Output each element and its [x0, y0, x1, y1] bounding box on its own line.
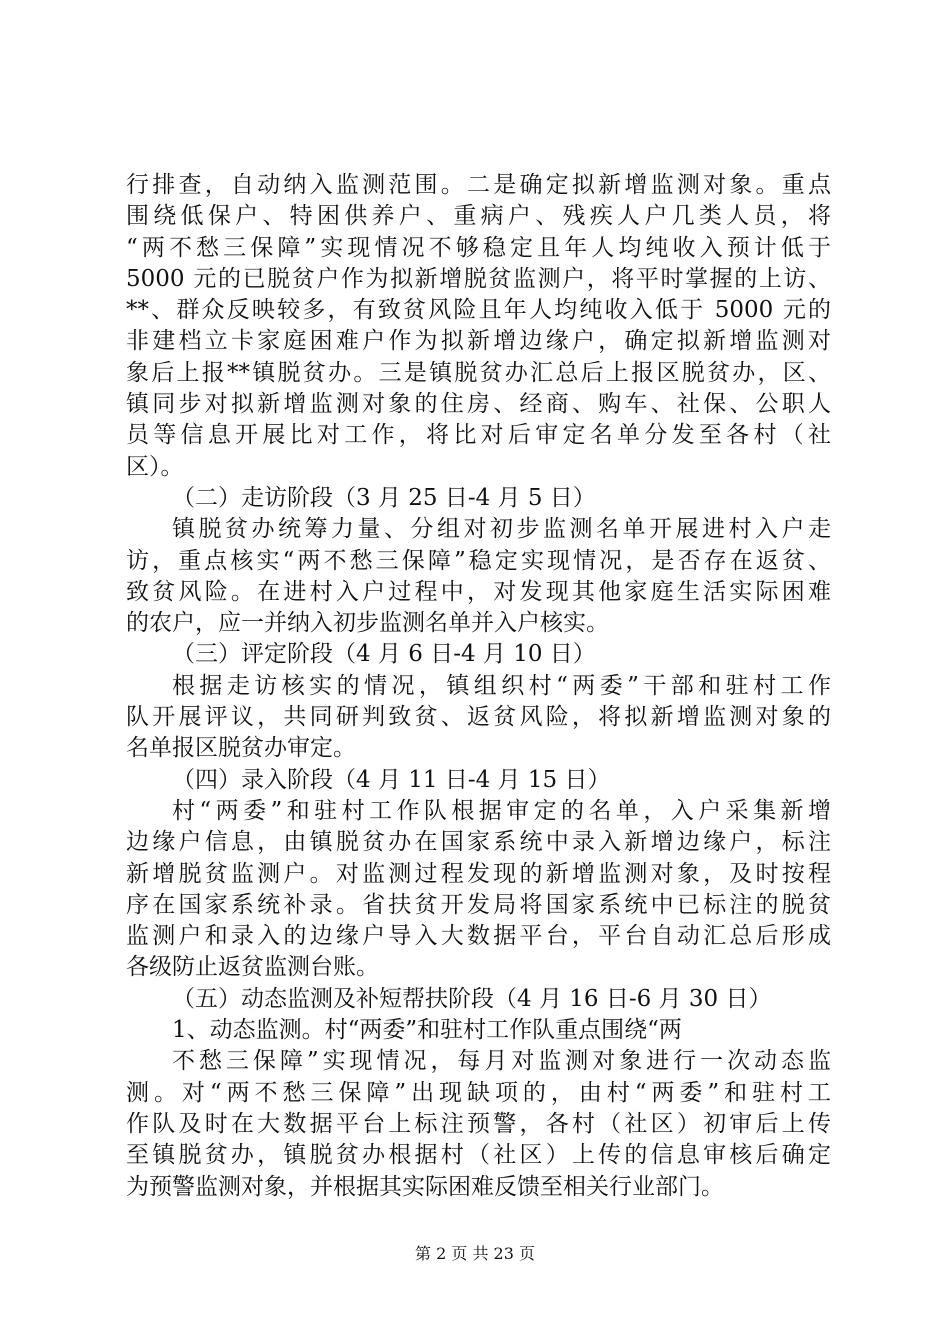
paragraph-line: 的农户，应一并纳入初步监测名单并入户核实。: [126, 610, 609, 637]
paragraph-line: 至镇脱贫办，镇脱贫办根据村（社区）上传的信息审核后确定: [126, 1142, 831, 1169]
section-heading-line: （二）走访阶段（3 月 25 日-4 月 5 日）: [172, 484, 596, 511]
paragraph-line: 员等信息开展比对工作，将比对后审定名单分发至各村（社: [126, 422, 831, 449]
paragraph-line: 新增脱贫监测户。对监测过程发现的新增监测对象，及时按程: [126, 860, 831, 887]
paragraph-line: 致贫风险。在进村入户过程中，对发现其他家庭生活实际困难: [126, 578, 831, 605]
section-heading-line: 1、动态监测。村“两委”和驻村工作队重点围绕“两: [172, 1017, 682, 1044]
paragraph-line: 序在国家系统补录。省扶贫开发局将国家系统中已标注的脱贫: [126, 891, 831, 918]
section-heading-line: （三）评定阶段（4 月 6 日-4 月 10 日）: [172, 641, 596, 668]
paragraph-line: 测。对“两不愁三保障”出现缺项的，由村“两委”和驻村工: [126, 1079, 831, 1106]
paragraph-line: 村“两委”和驻村工作队根据审定的名单，入户采集新增: [172, 797, 831, 824]
paragraph-line: 根据走访核实的情况，镇组织村“两委”干部和驻村工作: [172, 672, 831, 699]
paragraph-line: 围绕低保户、特困供养户、重病户、残疾人户几类人员，将: [126, 203, 831, 230]
paragraph-line: 象后上报**镇脱贫办。三是镇脱贫办汇总后上报区脱贫办，区、: [126, 359, 831, 386]
paragraph-line: 访，重点核实“两不愁三保障”稳定实现情况，是否存在返贫、: [126, 547, 831, 574]
paragraph-line: “两不愁三保障”实现情况不够稳定且年人均纯收入预计低于: [126, 234, 831, 261]
paragraph-line: 5000 元的已脱贫户作为拟新增脱贫监测户，将平时掌握的上访、: [126, 265, 831, 292]
section-heading-line: （四）录入阶段（4 月 11 日-4 月 15 日）: [172, 766, 611, 793]
paragraph-line: 各级防止返贫监测台账。: [126, 954, 379, 981]
page-footer: 第 2 页 共 23 页: [415, 1244, 535, 1263]
paragraph-line: 为预警监测对象，并根据其实际困难反馈至相关行业部门。: [126, 1173, 724, 1200]
paragraph-line: 队开展评议，共同研判致贫、返贫风险，将拟新增监测对象的: [126, 704, 831, 731]
paragraph-line: **、群众反映较多，有致贫风险且年人均纯收入低于 5000 元的: [126, 297, 831, 324]
paragraph-line: 作队及时在大数据平台上标注预警，各村（社区）初审后上传: [126, 1110, 831, 1137]
paragraph-line: 行排查，自动纳入监测范围。二是确定拟新增监测对象。重点: [126, 172, 831, 198]
paragraph-line: 边缘户信息，由镇脱贫办在国家系统中录入新增边缘户，标注: [126, 829, 831, 856]
paragraph-line: 镇脱贫办统筹力量、分组对初步监测名单开展进村入户走: [172, 516, 831, 543]
paragraph-line: 不愁三保障”实现情况，每月对监测对象进行一次动态监: [172, 1048, 831, 1075]
paragraph-line: 镇同步对拟新增监测对象的住房、经商、购车、社保、公职人: [126, 391, 831, 418]
paragraph-line: 非建档立卡家庭困难户作为拟新增边缘户，确定拟新增监测对: [126, 328, 831, 355]
section-heading-line: （五）动态监测及补短帮扶阶段（4 月 16 日-6 月 30 日）: [172, 985, 772, 1012]
paragraph-line: 监测户和录入的边缘户导入大数据平台，平台自动汇总后形成: [126, 923, 831, 950]
paragraph-line: 区）。: [126, 453, 184, 480]
body-text: [126, 170, 831, 1203]
paragraph-line: 名单报区脱贫办审定。: [126, 735, 356, 762]
